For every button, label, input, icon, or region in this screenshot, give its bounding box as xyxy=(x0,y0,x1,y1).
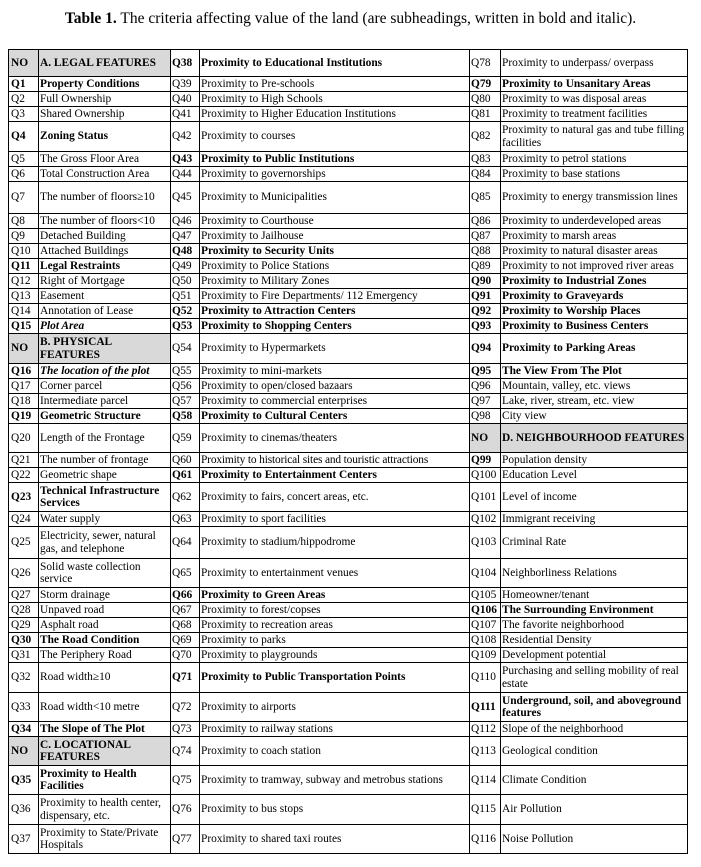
criterion-code: Q86 xyxy=(470,214,501,229)
criterion-code: Q108 xyxy=(470,633,501,648)
criterion-code: Q19 xyxy=(9,409,39,424)
criterion-code: Q15 xyxy=(9,319,39,334)
table-row xyxy=(9,588,688,603)
criteria-table-body xyxy=(9,50,688,854)
criterion-label: Proximity to recreation areas xyxy=(200,618,470,633)
criterion-label: Proximity to fairs, concert areas, etc. xyxy=(200,483,470,512)
criterion-code: Q56 xyxy=(171,379,200,394)
table-row xyxy=(9,409,688,424)
criterion-code: Q115 xyxy=(470,795,501,825)
criterion-code: Q54 xyxy=(171,334,200,364)
criterion-label: Climate Condition xyxy=(501,766,688,795)
criterion-label: Lake, river, stream, etc. view xyxy=(501,394,688,409)
criterion-code: Q93 xyxy=(470,319,501,334)
criterion-code: Q78 xyxy=(470,50,501,77)
table-row xyxy=(9,394,688,409)
criterion-label: Proximity to not improved river areas xyxy=(501,259,688,274)
criterion-code: Q96 xyxy=(470,379,501,394)
criterion-label: Proximity to Hypermarkets xyxy=(200,334,470,364)
criterion-subheading: Technical Infrastructure Services xyxy=(39,483,171,512)
section-no-header: NO xyxy=(470,424,501,453)
table-row xyxy=(9,825,688,854)
criterion-code: Q33 xyxy=(9,693,39,722)
criterion-code: Q75 xyxy=(171,766,200,795)
criterion-label: Proximity to tramway, subway and metrobus stations xyxy=(200,766,470,795)
table-row xyxy=(9,182,688,214)
criterion-code: Q111 xyxy=(470,693,501,722)
criterion-code: Q60 xyxy=(171,453,200,468)
criterion-code: Q48 xyxy=(171,244,200,259)
criterion-code: Q68 xyxy=(171,618,200,633)
table-row xyxy=(9,453,688,468)
table-row xyxy=(9,77,688,92)
criterion-code: Q46 xyxy=(171,214,200,229)
criterion-label: Proximity to Fire Departments/ 112 Emergency xyxy=(200,289,470,304)
criterion-code: Q98 xyxy=(470,409,501,424)
criterion-subheading: Proximity to Public Institutions xyxy=(200,152,470,167)
criterion-code: Q23 xyxy=(9,483,39,512)
table-number: Table 1. xyxy=(64,10,117,27)
criterion-code: Q76 xyxy=(171,795,200,825)
criterion-subheading: Proximity to Parking Areas xyxy=(501,334,688,364)
criterion-label: Proximity to commercial enterprises xyxy=(200,394,470,409)
criterion-subheading: Proximity to Security Units xyxy=(200,244,470,259)
criterion-label: Proximity to coach station xyxy=(200,737,470,766)
table-row xyxy=(9,107,688,122)
criterion-label: Proximity to open/closed bazaars xyxy=(200,379,470,394)
table-row xyxy=(9,795,688,825)
criterion-code: Q94 xyxy=(470,334,501,364)
criterion-subheading: Proximity to Entertainment Centers xyxy=(200,468,470,483)
criterion-code: Q20 xyxy=(9,424,39,453)
criteria-table xyxy=(8,49,688,854)
criterion-subheading: Proximity to Public Transportation Points xyxy=(200,663,470,693)
criterion-code: Q72 xyxy=(171,693,200,722)
table-row xyxy=(9,618,688,633)
criterion-label: Proximity to Higher Education Institutions xyxy=(200,107,470,122)
criterion-code: Q91 xyxy=(470,289,501,304)
criterion-code: Q30 xyxy=(9,633,39,648)
criterion-code: Q64 xyxy=(171,527,200,559)
criterion-code: Q52 xyxy=(171,304,200,319)
criterion-code: Q88 xyxy=(470,244,501,259)
criterion-code: Q43 xyxy=(171,152,200,167)
criterion-label: Proximity to health center, dispensary, etc. xyxy=(39,795,171,825)
criterion-subheading: Proximity to Industrial Zones xyxy=(501,274,688,289)
criterion-code: Q53 xyxy=(171,319,200,334)
section-no-header: NO xyxy=(9,334,39,364)
criterion-label: Proximity to bus stops xyxy=(200,795,470,825)
criterion-label: Proximity to cinemas/theaters xyxy=(200,424,470,453)
criterion-code: Q22 xyxy=(9,468,39,483)
table-row xyxy=(9,259,688,274)
section-no-header: NO xyxy=(9,50,39,77)
criterion-code: Q18 xyxy=(9,394,39,409)
criterion-subheading: Proximity to Cultural Centers xyxy=(200,409,470,424)
criterion-label: Proximity to entertainment venues xyxy=(200,559,470,588)
criterion-code: Q69 xyxy=(171,633,200,648)
criterion-label: Slope of the neighborhood xyxy=(501,722,688,737)
criterion-label: Development potential xyxy=(501,648,688,663)
table-row xyxy=(9,766,688,795)
criterion-code: Q4 xyxy=(9,122,39,152)
criterion-code: Q7 xyxy=(9,182,39,214)
criterion-code: Q37 xyxy=(9,825,39,854)
criterion-code: Q31 xyxy=(9,648,39,663)
criterion-code: Q102 xyxy=(470,512,501,527)
criterion-subheading: Geometric Structure xyxy=(39,409,171,424)
table-row xyxy=(9,512,688,527)
criterion-code: Q99 xyxy=(470,453,501,468)
criterion-subheading: The View From The Plot xyxy=(501,364,688,379)
criterion-code: Q38 xyxy=(171,50,200,77)
criterion-label: Easement xyxy=(39,289,171,304)
table-caption xyxy=(0,9,701,29)
criterion-subheading: The Road Condition xyxy=(39,633,171,648)
criterion-label: Corner parcel xyxy=(39,379,171,394)
criterion-subheading: Proximity to Educational Institutions xyxy=(200,50,470,77)
criterion-subheading: Zoning Status xyxy=(39,122,171,152)
criterion-code: Q40 xyxy=(171,92,200,107)
criterion-label: Proximity to forest/copses xyxy=(200,603,470,618)
criterion-code: Q114 xyxy=(470,766,501,795)
criterion-label: The Gross Floor Area xyxy=(39,152,171,167)
criterion-label: Geometric shape xyxy=(39,468,171,483)
criterion-code: Q82 xyxy=(470,122,501,152)
criterion-code: Q77 xyxy=(171,825,200,854)
table-row xyxy=(9,527,688,559)
criterion-code: Q17 xyxy=(9,379,39,394)
table-row xyxy=(9,319,688,334)
criterion-code: Q116 xyxy=(470,825,501,854)
criterion-code: Q101 xyxy=(470,483,501,512)
criterion-label: Homeowner/tenant xyxy=(501,588,688,603)
criterion-label: Water supply xyxy=(39,512,171,527)
criterion-label: Proximity to mini-markets xyxy=(200,364,470,379)
criterion-label: Immigrant receiving xyxy=(501,512,688,527)
criterion-code: Q25 xyxy=(9,527,39,559)
criterion-label: Proximity to base stations xyxy=(501,167,688,182)
table-row xyxy=(9,304,688,319)
criterion-label: City view xyxy=(501,409,688,424)
criterion-code: Q51 xyxy=(171,289,200,304)
criterion-label: Annotation of Lease xyxy=(39,304,171,319)
table-row xyxy=(9,92,688,107)
criterion-code: Q16 xyxy=(9,364,39,379)
table-row xyxy=(9,379,688,394)
section-header: D. NEIGHBOURHOOD FEATURES xyxy=(501,424,688,453)
table-row xyxy=(9,648,688,663)
criterion-code: Q62 xyxy=(171,483,200,512)
criterion-label: Detached Building xyxy=(39,229,171,244)
criterion-code: Q80 xyxy=(470,92,501,107)
criterion-code: Q39 xyxy=(171,77,200,92)
criterion-code: Q5 xyxy=(9,152,39,167)
criterion-subheading: Plot Area xyxy=(39,319,171,334)
criterion-code: Q1 xyxy=(9,77,39,92)
criterion-code: Q90 xyxy=(470,274,501,289)
criterion-code: Q110 xyxy=(470,663,501,693)
table-row xyxy=(9,152,688,167)
criterion-label: Proximity to treatment facilities xyxy=(501,107,688,122)
section-header: A. LEGAL FEATURES xyxy=(39,50,171,77)
criterion-label: Right of Mortgage xyxy=(39,274,171,289)
section-header: C. LOCATIONAL FEATURES xyxy=(39,737,171,766)
criterion-label: Proximity to State/Private Hospitals xyxy=(39,825,171,854)
criterion-label: Neighborliness Relations xyxy=(501,559,688,588)
criterion-code: Q26 xyxy=(9,559,39,588)
criterion-subheading: Property Conditions xyxy=(39,77,171,92)
criterion-code: Q12 xyxy=(9,274,39,289)
criterion-label: Air Pollution xyxy=(501,795,688,825)
table-row xyxy=(9,334,688,364)
table-row xyxy=(9,559,688,588)
criterion-label: Solid waste collection service xyxy=(39,559,171,588)
criterion-code: Q29 xyxy=(9,618,39,633)
criterion-label: Proximity to playgrounds xyxy=(200,648,470,663)
criterion-code: Q59 xyxy=(171,424,200,453)
criterion-label: Proximity to sport facilities xyxy=(200,512,470,527)
criterion-label: Length of the Frontage xyxy=(39,424,171,453)
criterion-code: Q87 xyxy=(470,229,501,244)
criterion-label: Residential Density xyxy=(501,633,688,648)
criterion-label: Proximity to energy transmission lines xyxy=(501,182,688,214)
criterion-label: Proximity to Courthouse xyxy=(200,214,470,229)
criterion-label: Proximity to natural disaster areas xyxy=(501,244,688,259)
criterion-label: Proximity to railway stations xyxy=(200,722,470,737)
criterion-code: Q113 xyxy=(470,737,501,766)
criterion-code: Q42 xyxy=(171,122,200,152)
table-row xyxy=(9,663,688,693)
criterion-code: Q32 xyxy=(9,663,39,693)
criterion-subheading: The Surrounding Environment xyxy=(501,603,688,618)
criterion-label: Proximity to petrol stations xyxy=(501,152,688,167)
table-row xyxy=(9,364,688,379)
criterion-code: Q105 xyxy=(470,588,501,603)
criterion-label: Proximity to shared taxi routes xyxy=(200,825,470,854)
table-row xyxy=(9,229,688,244)
table-row xyxy=(9,633,688,648)
table-row xyxy=(9,603,688,618)
criterion-code: Q8 xyxy=(9,214,39,229)
criterion-subheading: Proximity to Attraction Centers xyxy=(200,304,470,319)
criterion-subheading: The location of the plot xyxy=(39,364,171,379)
criterion-label: Asphalt road xyxy=(39,618,171,633)
criterion-subheading: Legal Restraints xyxy=(39,259,171,274)
criterion-code: Q70 xyxy=(171,648,200,663)
criterion-code: Q89 xyxy=(470,259,501,274)
criterion-code: Q10 xyxy=(9,244,39,259)
criterion-code: Q103 xyxy=(470,527,501,559)
criterion-label: Proximity to Police Stations xyxy=(200,259,470,274)
criterion-code: Q74 xyxy=(171,737,200,766)
table-row xyxy=(9,693,688,722)
criterion-code: Q14 xyxy=(9,304,39,319)
criterion-label: Geological condition xyxy=(501,737,688,766)
section-header: B. PHYSICAL FEATURES xyxy=(39,334,171,364)
criterion-subheading: Proximity to Shopping Centers xyxy=(200,319,470,334)
criterion-label: Proximity to Pre-schools xyxy=(200,77,470,92)
criterion-label: Proximity to High Schools xyxy=(200,92,470,107)
criterion-label: Noise Pollution xyxy=(501,825,688,854)
criterion-code: Q107 xyxy=(470,618,501,633)
criterion-label: Road width<10 metre xyxy=(39,693,171,722)
criterion-label: Proximity to Municipalities xyxy=(200,182,470,214)
criterion-label: Proximity to historical sites and touristic attractions xyxy=(200,453,470,468)
criterion-label: Total Construction Area xyxy=(39,167,171,182)
criterion-label: Proximity to was disposal areas xyxy=(501,92,688,107)
criterion-label: Unpaved road xyxy=(39,603,171,618)
criterion-code: Q109 xyxy=(470,648,501,663)
criterion-label: Criminal Rate xyxy=(501,527,688,559)
criterion-subheading: Proximity to Graveyards xyxy=(501,289,688,304)
criterion-code: Q13 xyxy=(9,289,39,304)
table-row xyxy=(9,737,688,766)
criterion-label: Proximity to courses xyxy=(200,122,470,152)
criterion-code: Q36 xyxy=(9,795,39,825)
criterion-code: Q11 xyxy=(9,259,39,274)
criterion-code: Q85 xyxy=(470,182,501,214)
table-row xyxy=(9,214,688,229)
criterion-code: Q61 xyxy=(171,468,200,483)
table-caption-text: The criteria affecting value of the land (are subheadings, written in bold and italic). xyxy=(116,10,637,27)
criterion-label: Population density xyxy=(501,453,688,468)
criterion-code: Q50 xyxy=(171,274,200,289)
criterion-subheading: Underground, soil, and aboveground features xyxy=(501,693,688,722)
table-row xyxy=(9,244,688,259)
criterion-label: Purchasing and selling mobility of real estate xyxy=(501,663,688,693)
section-no-header: NO xyxy=(9,737,39,766)
criterion-code: Q97 xyxy=(470,394,501,409)
criterion-code: Q35 xyxy=(9,766,39,795)
criterion-code: Q57 xyxy=(171,394,200,409)
criterion-code: Q67 xyxy=(171,603,200,618)
criterion-subheading: Proximity to Green Areas xyxy=(200,588,470,603)
criterion-label: Shared Ownership xyxy=(39,107,171,122)
criterion-label: Proximity to marsh areas xyxy=(501,229,688,244)
criterion-code: Q65 xyxy=(171,559,200,588)
table-row xyxy=(9,122,688,152)
criterion-code: Q95 xyxy=(470,364,501,379)
criterion-code: Q2 xyxy=(9,92,39,107)
criterion-label: The number of floors≥10 xyxy=(39,182,171,214)
criterion-code: Q106 xyxy=(470,603,501,618)
criterion-code: Q104 xyxy=(470,559,501,588)
criterion-label: The number of frontage xyxy=(39,453,171,468)
criterion-code: Q92 xyxy=(470,304,501,319)
criterion-label: Intermediate parcel xyxy=(39,394,171,409)
criterion-code: Q44 xyxy=(171,167,200,182)
criterion-label: The Periphery Road xyxy=(39,648,171,663)
criterion-subheading: Proximity to Worship Places xyxy=(501,304,688,319)
table-row xyxy=(9,722,688,737)
criterion-label: Proximity to airports xyxy=(200,693,470,722)
criterion-label: Level of income xyxy=(501,483,688,512)
table-row xyxy=(9,289,688,304)
table-row xyxy=(9,468,688,483)
table-row xyxy=(9,424,688,453)
criterion-code: Q83 xyxy=(470,152,501,167)
criterion-code: Q27 xyxy=(9,588,39,603)
criterion-code: Q81 xyxy=(470,107,501,122)
criterion-code: Q21 xyxy=(9,453,39,468)
table-row xyxy=(9,274,688,289)
criterion-label: Electricity, sewer, natural gas, and telephone xyxy=(39,527,171,559)
criterion-code: Q100 xyxy=(470,468,501,483)
criterion-label: Proximity to natural gas and tube filling facilities xyxy=(501,122,688,152)
criterion-code: Q66 xyxy=(171,588,200,603)
criterion-label: The number of floors<10 xyxy=(39,214,171,229)
criterion-label: Proximity to Military Zones xyxy=(200,274,470,289)
table-row xyxy=(9,483,688,512)
criterion-label: Proximity to stadium/hippodrome xyxy=(200,527,470,559)
criterion-code: Q84 xyxy=(470,167,501,182)
criterion-code: Q34 xyxy=(9,722,39,737)
criterion-subheading: The Slope of The Plot xyxy=(39,722,171,737)
table-row xyxy=(9,167,688,182)
criterion-label: The favorite neighborhood xyxy=(501,618,688,633)
table-row xyxy=(9,50,688,77)
criterion-code: Q24 xyxy=(9,512,39,527)
criterion-code: Q3 xyxy=(9,107,39,122)
criterion-subheading: Proximity to Business Centers xyxy=(501,319,688,334)
criterion-label: Proximity to parks xyxy=(200,633,470,648)
criterion-code: Q63 xyxy=(171,512,200,527)
criterion-label: Proximity to Jailhouse xyxy=(200,229,470,244)
criterion-code: Q47 xyxy=(171,229,200,244)
criterion-code: Q58 xyxy=(171,409,200,424)
criterion-label: Proximity to governorships xyxy=(200,167,470,182)
criterion-label: Attached Buildings xyxy=(39,244,171,259)
criterion-subheading: Proximity to Unsanitary Areas xyxy=(501,77,688,92)
criterion-code: Q71 xyxy=(171,663,200,693)
criterion-label: Storm drainage xyxy=(39,588,171,603)
criterion-label: Proximity to underpass/ overpass xyxy=(501,50,688,77)
criterion-code: Q112 xyxy=(470,722,501,737)
criterion-label: Mountain, valley, etc. views xyxy=(501,379,688,394)
criterion-subheading: Proximity to Health Facilities xyxy=(39,766,171,795)
criterion-code: Q55 xyxy=(171,364,200,379)
criterion-label: Education Level xyxy=(501,468,688,483)
criterion-label: Road width≥10 xyxy=(39,663,171,693)
criterion-code: Q6 xyxy=(9,167,39,182)
criterion-code: Q9 xyxy=(9,229,39,244)
criterion-code: Q41 xyxy=(171,107,200,122)
criterion-code: Q79 xyxy=(470,77,501,92)
criterion-code: Q45 xyxy=(171,182,200,214)
criterion-label: Proximity to underdeveloped areas xyxy=(501,214,688,229)
criterion-code: Q49 xyxy=(171,259,200,274)
criterion-code: Q28 xyxy=(9,603,39,618)
criterion-label: Full Ownership xyxy=(39,92,171,107)
criterion-code: Q73 xyxy=(171,722,200,737)
